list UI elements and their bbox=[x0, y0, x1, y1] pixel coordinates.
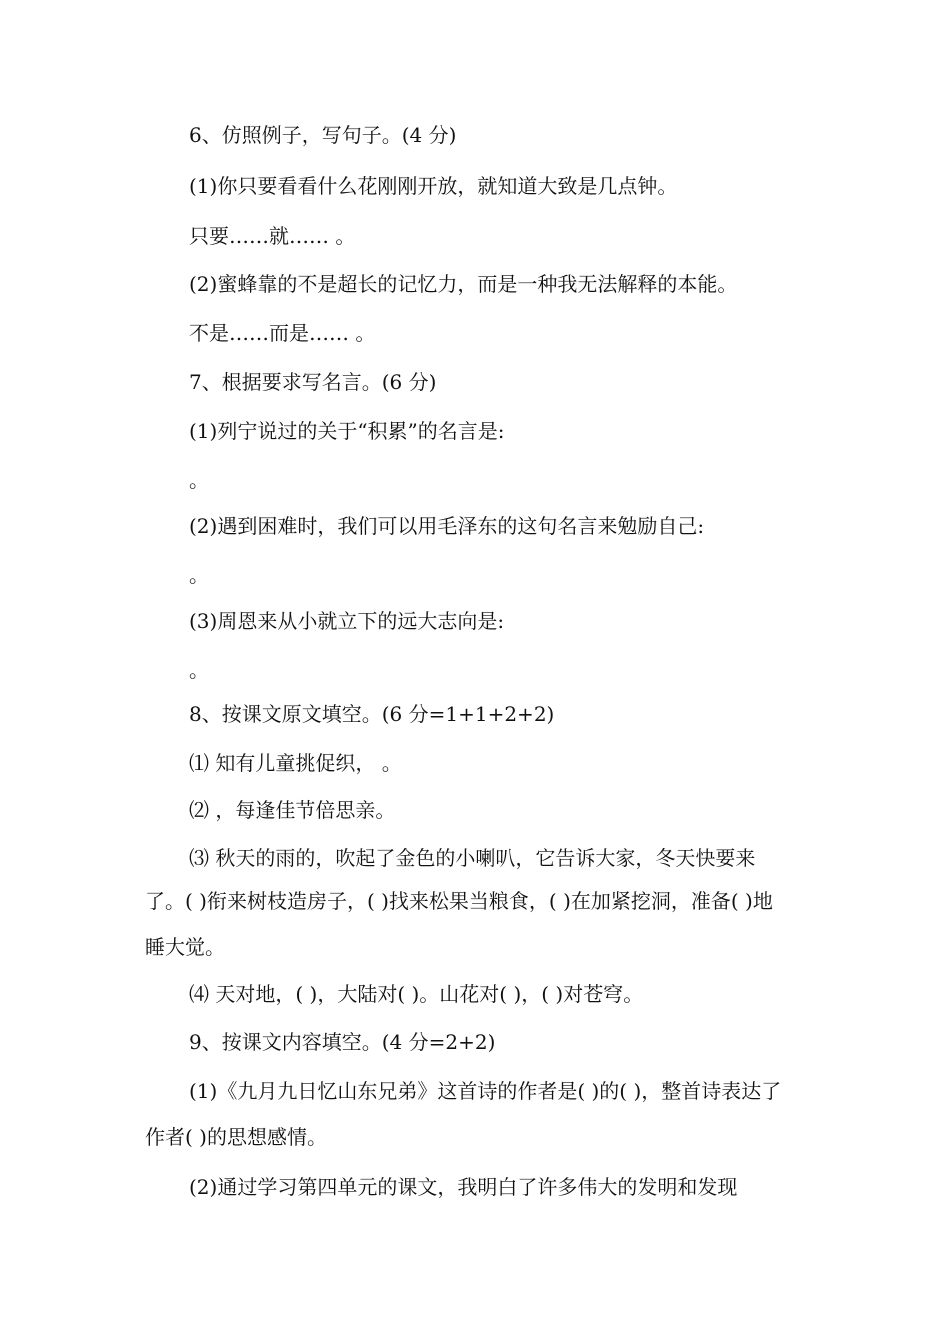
question-9-item-1-line-2: 作者( )的思想感情。 bbox=[145, 1125, 327, 1149]
question-8-title: 8、按课文原文填空。(6 分=1+1+2+2) bbox=[189, 702, 555, 726]
question-7-item-1: (1)列宁说过的关于“积累”的名言是: bbox=[189, 419, 505, 443]
question-8-item-3-line-3: 睡大觉。 bbox=[145, 935, 225, 959]
question-6-item-1: (1)你只要看看什么花刚刚开放，就知道大致是几点钟。 bbox=[189, 174, 678, 198]
question-8-item-3-line-1: ⑶ 秋天的雨的，吹起了金色的小喇叭，它告诉大家，冬天快要来 bbox=[189, 846, 756, 870]
question-7-title: 7、根据要求写名言。(6 分) bbox=[189, 370, 437, 394]
question-8-item-1: ⑴ 知有儿童挑促织， 。 bbox=[189, 751, 402, 775]
question-7-item-2-end: 。 bbox=[189, 563, 209, 587]
question-7-item-2: (2)遇到困难时，我们可以用毛泽东的这句名言来勉励自己: bbox=[189, 514, 705, 538]
question-7-item-3: (3)周恩来从小就立下的远大志向是: bbox=[189, 609, 505, 633]
question-7-item-1-end: 。 bbox=[189, 468, 209, 492]
question-6-item-2-pattern: 不是……而是…… 。 bbox=[189, 321, 376, 345]
question-8-item-3-line-2: 了。( )衔来树枝造房子，( )找来松果当粮食，( )在加紧挖洞，准备( )地 bbox=[145, 889, 773, 913]
question-9-item-1-line-1: (1)《九月九日忆山东兄弟》这首诗的作者是( )的( )，整首诗表达了 bbox=[189, 1079, 782, 1103]
question-6-item-2: (2)蜜蜂靠的不是超长的记忆力，而是一种我无法解释的本能。 bbox=[189, 272, 738, 296]
question-6-item-1-pattern: 只要……就…… 。 bbox=[189, 224, 356, 248]
question-6-title: 6、仿照例子，写句子。(4 分) bbox=[189, 123, 457, 147]
question-8-item-4: ⑷ 天对地，( )，大陆对( )。山花对( )，( )对苍穹。 bbox=[189, 982, 644, 1006]
question-9-item-2-line-1: (2)通过学习第四单元的课文，我明白了许多伟大的发明和发现 bbox=[189, 1175, 738, 1199]
question-8-item-2: ⑵ ，每逢佳节倍思亲。 bbox=[189, 798, 396, 822]
question-7-item-3-end: 。 bbox=[189, 658, 209, 682]
question-9-title: 9、按课文内容填空。(4 分=2+2) bbox=[189, 1030, 496, 1054]
